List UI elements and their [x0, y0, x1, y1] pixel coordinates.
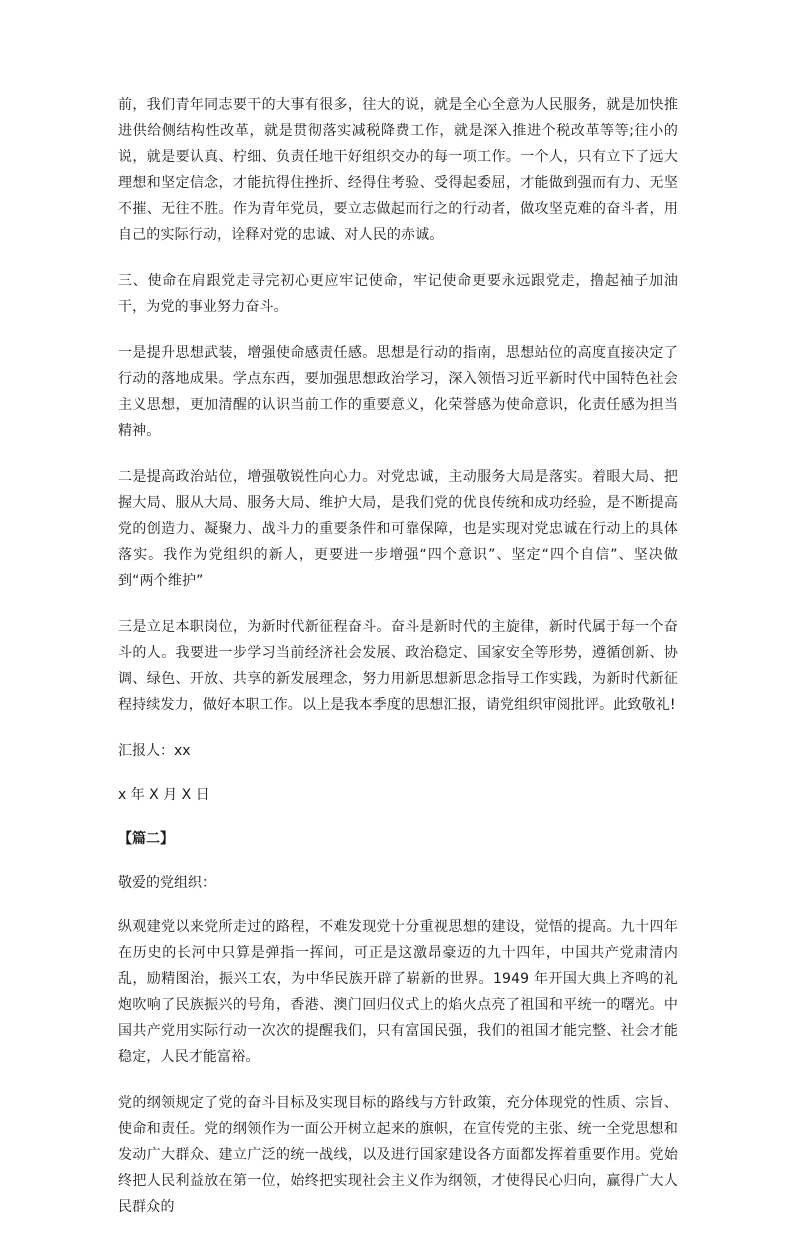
body-paragraph: 二是提高政治站位，增强敬锐性向心力。对党忠诚，主动服务大局是落实。着眼大局、把握大局、服从大局、服务大局、维护大局，是我们党的优良传统和成功经验，是不断提高党的创造力、凝聚力、战斗力的重要条件和可靠保障，也是实现对党忠诚在行动上的具体落实。我作为党组织的新人，更要进一步增强“四个意识”、坚定“四个自信”、坚决做到“两个维护” — [118, 469, 678, 589]
salutation: 敬爱的党组织： — [118, 875, 216, 891]
body-paragraph: 一是提升思想武装，增强使命感责任感。思想是行动的指南，思想站位的高度直接决定了行动的落地成果。学点东西，要加强思想政治学习，深入领悟习近平新时代中国特色社会主义思想，更加清醒的认识当前工作的重要意义，化荣誉感为使命意识，化责任感为担当精神。 — [118, 345, 678, 439]
body-paragraph: 党的纲领规定了党的奋斗目标及实现目标的路线与方针政策，充分体现党的性质、宗旨、使命和责任。党的纲领作为一面公开树立起来的旗帜，在宣传党的主张、统一全党思想和发动广大群众、建立广泛的统一战线，以及进行国家建设各方面都发挥着重要作用。党始终把人民利益放在第一位，始终把实现社会主义作为纲领，才使得民心归向，赢得广大人民群众的 — [118, 1095, 678, 1215]
body-paragraph: 纵观建党以来党所走过的路程，不难发现党十分重视思想的建设，觉悟的提高。九十四年在历史的长河中只算是弹指一挥间，可正是这激昂豪迈的九十四年，中国共产党肃清内乱，励精图治，振兴工农，为中华民族开辟了崭新的世界。1949 年开国大典上齐鸣的礼炮吹响了民族振兴的号角，香港、澳门回归仪式上的焰火点亮了祖国和平统一的曙光。中国共产党用实际行动一次次的提醒我们，只有富国民强，我们的祖国才能完整、社会才能稳定，人民才能富裕。 — [118, 919, 678, 1065]
body-paragraph: 三是立足本职岗位，为新时代新征程奋斗。奋斗是新时代的主旋律，新时代属于每一个奋斗的人。我要进一步学习当前经济社会发展、政治稳定、国家安全等形势，遵循创新、协调、绿色、开放、共享的新发展理念，努力用新思想新思念指导工作实践，为新时代新征程持续发力，做好本职工作。以上是我本季度的思想汇报，请党组织审阅批评。此致敬礼! — [118, 619, 678, 713]
section-title: 【篇二】 — [118, 831, 174, 847]
date-line: x 年 X 月 X 日 — [118, 787, 210, 803]
document-page — [118, 92, 678, 1240]
reporter-line: 汇报人：xx — [118, 743, 191, 759]
body-paragraph: 前，我们青年同志要干的大事有很多，往大的说，就是全心全意为人民服务，就是加快推进供给侧结构性改革，就是贯彻落实减税降费工作，就是深入推进个税改革等等;往小的说，就是要认真、柠细、负责任地干好组织交办的每一项工作。一个人，只有立下了远大理想和坚定信念，才能抗得住挫折、经得住考验、受得起委屈，才能做到强而有力、无坚不摧、无往不胜。作为青年党员，要立志做起而行之的行动者，做攻坚克难的奋斗者，用自己的实际行动，诠释对党的忠诚、对人民的赤诚。 — [118, 97, 678, 243]
section-heading-paragraph: 三、使命在肩跟党走寻完初心更应牢记使命，牢记使命更要永远跟党走，撸起袖子加油干，为党的事业努力奋斗。 — [118, 273, 678, 315]
